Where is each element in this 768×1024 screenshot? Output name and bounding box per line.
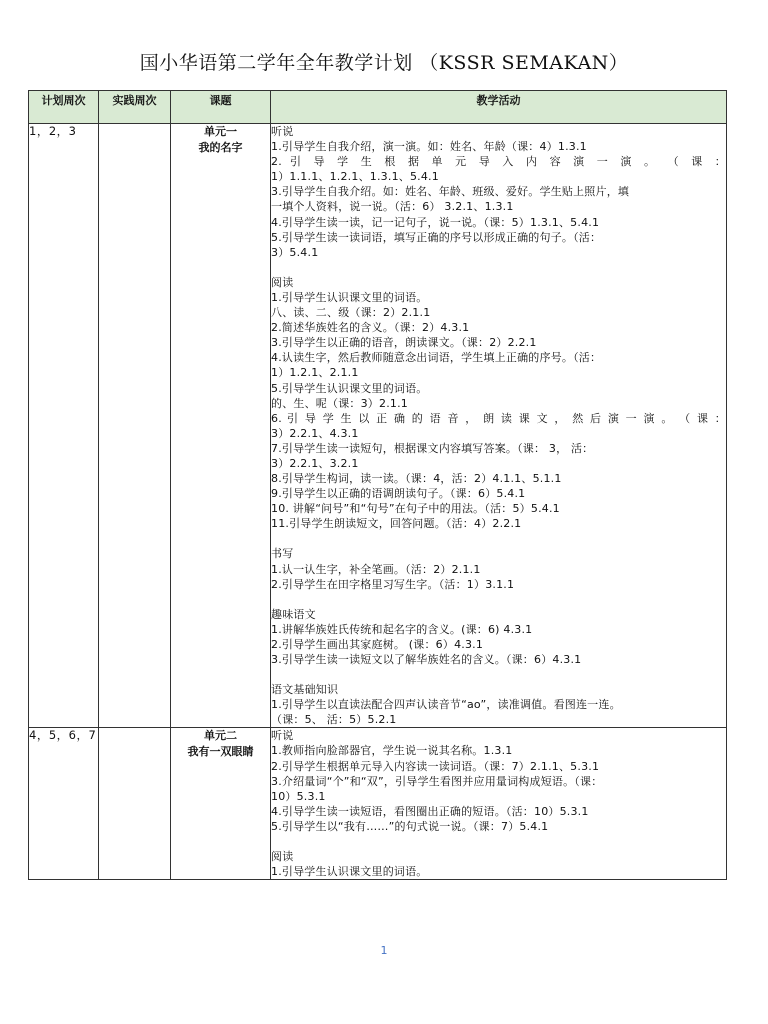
table-row [29,728,727,880]
activity-line: 阅读 [271,850,294,864]
activity-line: 4.引导学生读一读，记一记句子，说一说。（课：5）1.3.1、5.4.1 [271,215,600,229]
activity-line: 书写 [271,547,294,561]
teaching-plan-table [28,90,727,880]
topic-cell [171,124,271,728]
blank-line [271,592,726,607]
header-activities: 教学活动 [271,91,727,124]
activity-line: 听说 [271,729,294,743]
activity-line: 7.引导学生读一读短句，根据课文内容填写答案。（课： 3， 活： [271,441,594,455]
unit-title: 我的名字 [198,140,243,154]
activity-line: 5.引导学生认识课文里的词语。 [271,381,428,395]
activity-line: 八、读、二、级（课：2）2.1.1 [271,306,431,320]
activity-line: 3）2.2.1、3.2.1 [271,456,359,470]
activity-line: 1.讲解华族姓氏传统和起名字的含义。(课：6) 4.3.1 [271,622,533,636]
table-header-row [29,91,727,124]
activity-line: 趣味语文 [271,607,316,621]
activity-line: 1.引导学生认识课文里的词语。 [271,865,428,879]
activity-line: 1）1.1.1、1.2.1、1.3.1、5.4.1 [271,170,439,184]
activity-line: 1.引导学生以直读法配合四声认读音节“ao”，读准调值。看图连一连。 [271,698,621,712]
activity-line: 3）2.2.1、4.3.1 [271,426,359,440]
unit-number: 单元二 [204,729,237,743]
week-cell: 4，5，6，7 [29,728,99,880]
activity-line: 1.教师指向脸部器官，学生说一说其名称。1.3.1 [271,744,513,758]
activity-line: 11.引导学生朗读短文，回答问题。（活：4）2.2.1 [271,517,522,531]
activities-cell [271,728,727,880]
activity-line: 10）5.3.1 [271,789,326,803]
activity-line: （课：5、 活：5）5.2.1 [271,713,397,727]
header-practice-week: 实践周次 [99,91,171,124]
activity-line: 2.引导学生根据单元导入内容读一读词语。（课：7）2.1.1、5.3.1 [271,759,600,773]
blank-line [271,531,726,546]
activity-line: 1.引导学生自我介绍，演一演。如：姓名、年龄（课：4）1.3.1 [271,140,587,154]
practice-week-cell [99,728,171,880]
unit-title: 我有一双眼睛 [187,744,254,758]
activity-line: 5.引导学生以“我有……”的句式说一说。（课：7）5.4.1 [271,819,549,833]
activity-line: 3.介绍量词“个”和“双”，引导学生看图并应用量词构成短语。（课： [271,774,603,788]
activity-line: 1.引导学生认识课文里的词语。 [271,290,428,304]
activity-line: 的、生、呢（课：3）2.1.1 [271,396,408,410]
activity-line: 4.认读生字，然后教师随意念出词语，学生填上正确的序号。（活： [271,351,602,365]
blank-line [271,667,726,682]
activity-line: 4.引导学生读一读短语，看图圈出正确的短语。（活：10）5.3.1 [271,804,589,818]
activity-line: 语文基础知识 [271,683,339,697]
activities-cell [271,124,727,728]
table-row [29,124,727,728]
activity-line: 3.引导学生自我介绍。如：姓名、年龄、班级、爱好。学生贴上照片，填 [271,185,630,199]
activity-line: 6. 引 导 学 生 以 正 确 的 语 音 ， 朗 读 课 文 ， 然 后 演 一 演 。 （ 课 ： [271,411,726,425]
activity-line: 9.引导学生以正确的语调朗读句子。（课：6）5.4.1 [271,487,526,501]
activity-line: 1.认一认生字，补全笔画。（活：2）2.1.1 [271,562,481,576]
activity-line: 2.简述华族姓名的含义。（课：2）4.3.1 [271,321,470,335]
activity-line: 2. 引 导 学 生 根 据 单 元 导 入 内 容 演 一 演 。 （ 课 ： [271,155,726,169]
practice-week-cell [99,124,171,728]
activity-line: 听说 [271,125,294,138]
page-title: 国小华语第二学年全年教学计划 （KSSR SEMAKAN） [139,52,629,74]
blank-line [271,834,726,849]
page-number: 1 [380,944,388,957]
activity-line: 8.引导学生构词，读一读。（课：4，活：2）4.1.1、5.1.1 [271,472,562,486]
activity-line: 1）1.2.1、2.1.1 [271,366,359,380]
topic-cell [171,728,271,880]
activity-line: 3）5.4.1 [271,245,319,259]
activity-line: 阅读 [271,275,294,289]
activity-line: 2.引导学生画出其家庭树。 (课：6）4.3.1 [271,637,484,651]
blank-line [271,260,726,275]
activity-line: 10. 讲解“问号”和“句号”在句子中的用法。（活：5）5.4.1 [271,502,560,516]
activity-line: 3.引导学生以正确的语音，朗读课文。（课：2）2.2.1 [271,336,537,350]
activity-line: 5.引导学生读一读词语，填写正确的序号以形成正确的句子。（活： [271,230,602,244]
activity-line: 3.引导学生读一读短文以了解华族姓名的含义。（课：6）4.3.1 [271,653,582,666]
unit-number: 单元一 [204,125,237,138]
activity-line: 一填个人资料，说一说。（活：6） 3.2.1、1.3.1 [271,200,514,214]
activity-line: 2.引导学生在田字格里习写生字。（活：1）3.1.1 [271,577,515,591]
header-week: 计划周次 [29,91,99,124]
header-topic: 课题 [171,91,271,124]
week-cell: 1，2，3 [29,124,99,728]
